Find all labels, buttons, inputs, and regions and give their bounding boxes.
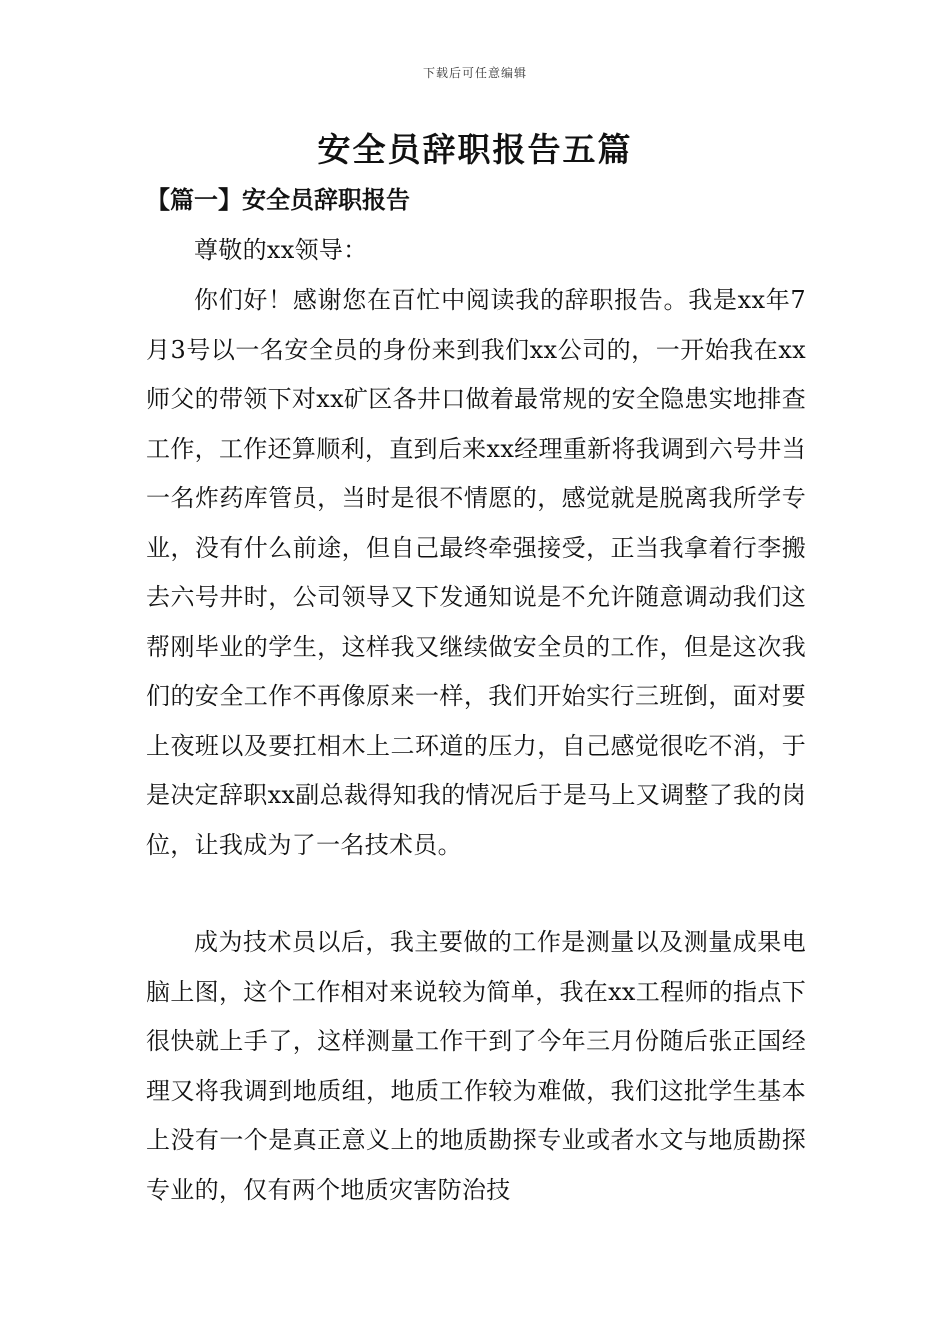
body-paragraph: 你们好！感谢您在百忙中阅读我的辞职报告。我是xx年7月3号以一名安全员的身份来到我们xx公司的，一开始我在xx师父的带领下对xx矿区各井口做着最常规的安全隐患实地排查工作，工作还算顺利，直到后来xx经理重新将我调到六号井当一名炸药库管员，当时是很不情愿的，感觉就是脱离我所学专业，没有什么前途，但自己最终牵强接受，正当我拿着行李搬去六号井时，公司领导又下发通知说是不允许随意调动我们这帮刚毕业的学生，这样我又继续做安全员的工作，但是这次我们的安全工作不再像原来一样，我们开始实行三班倒，面对要上夜班以及要扛相木上二环道的压力，自己感觉很吃不消，于是决定辞职xx副总裁得知我的情况后于是马上又调整了我的岗位，让我成为了一名技术员。 — [146, 286, 806, 859]
document-title: 安全员辞职报告五篇 — [317, 130, 633, 169]
salutation-block — [146, 226, 806, 276]
paragraph-block-2 — [146, 918, 806, 1215]
salutation: 尊敬的xx领导： — [194, 236, 368, 264]
paragraph-block-1 — [146, 276, 806, 870]
section-heading: 【篇一】安全员辞职报告 — [146, 185, 410, 214]
body-paragraph: 成为技术员以后，我主要做的工作是测量以及测量成果电脑上图，这个工作相对来说较为简单，我在xx工程师的指点下很快就上手了，这样测量工作干到了今年三月份随后张正国经理又将我调到地质组，地质工作较为难做，我们这批学生基本上没有一个是真正意义上的地质勘探专业或者水文与地质勘探专业的，仅有两个地质灾害防治技 — [146, 928, 806, 1204]
header-note: 下载后可任意编辑 — [422, 66, 527, 80]
